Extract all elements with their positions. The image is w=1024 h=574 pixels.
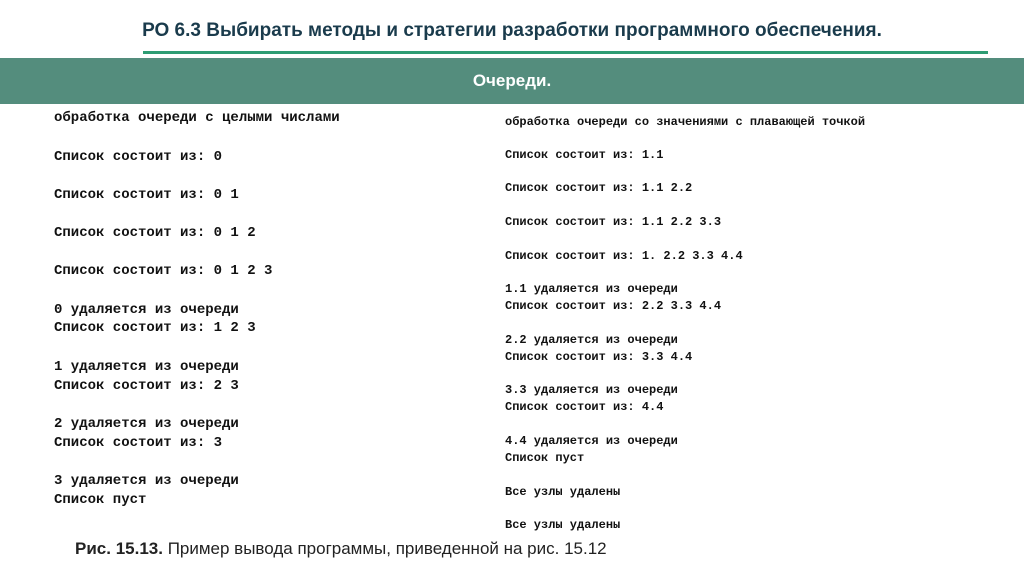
- output-line: 4.4 удаляется из очереди: [505, 434, 678, 448]
- output-line: 1.1 удаляется из очереди: [505, 282, 678, 296]
- output-line: 1 удаляется из очереди: [54, 359, 239, 375]
- output-line: обработка очереди с целыми числами: [54, 110, 340, 126]
- output-line: Все узлы удалены: [505, 485, 621, 499]
- output-line: 3.3 удаляется из очереди: [505, 383, 678, 397]
- output-line: Список пуст: [54, 492, 147, 508]
- output-line: Список состоит из: 3: [54, 435, 223, 451]
- output-line: Список состоит из: 1. 2.2 3.3 4.4: [505, 249, 743, 263]
- output-line: Список состоит из: 0 1: [54, 187, 239, 203]
- section-label: Очереди.: [472, 71, 552, 90]
- caption-text: Пример вывода программы, приведенной на рис. 15.12: [162, 539, 607, 558]
- output-line: 3 удаляется из очереди: [54, 473, 239, 489]
- output-line: Список состоит из: 1 2 3: [54, 320, 256, 336]
- output-line: Список состоит из: 1.1: [505, 148, 664, 162]
- output-line: 0 удаляется из очереди: [54, 302, 239, 318]
- output-line: Список состоит из: 2.2 3.3 4.4: [505, 299, 722, 313]
- figure-caption: [75, 539, 607, 559]
- output-line: Список состоит из: 3.3 4.4: [505, 350, 693, 364]
- output-line: обработка очереди со значениями с плавающей точкой: [505, 115, 866, 129]
- figure-number: Рис. 15.13.: [75, 539, 163, 558]
- output-line: Список состоит из: 4.4: [505, 400, 664, 414]
- section-band: [0, 58, 1024, 104]
- output-line: Список состоит из: 2 3: [54, 378, 239, 394]
- slide-title: РО 6.3 Выбирать методы и стратегии разработки программного обеспечения.: [142, 20, 882, 41]
- output-line: Список пуст: [505, 451, 585, 465]
- output-line: Список состоит из: 0 1 2 3: [54, 263, 273, 279]
- output-line: Список состоит из: 0 1 2: [54, 225, 256, 241]
- output-line: Список состоит из: 0: [54, 149, 223, 165]
- output-line: Все узлы удалены: [505, 518, 621, 532]
- output-line: Список состоит из: 1.1 2.2 3.3: [505, 215, 722, 229]
- output-line: 2 удаляется из очереди: [54, 416, 239, 432]
- output-line: Список состоит из: 1.1 2.2: [505, 181, 693, 195]
- output-line: 2.2 удаляется из очереди: [505, 333, 678, 347]
- title-underline: [143, 51, 988, 54]
